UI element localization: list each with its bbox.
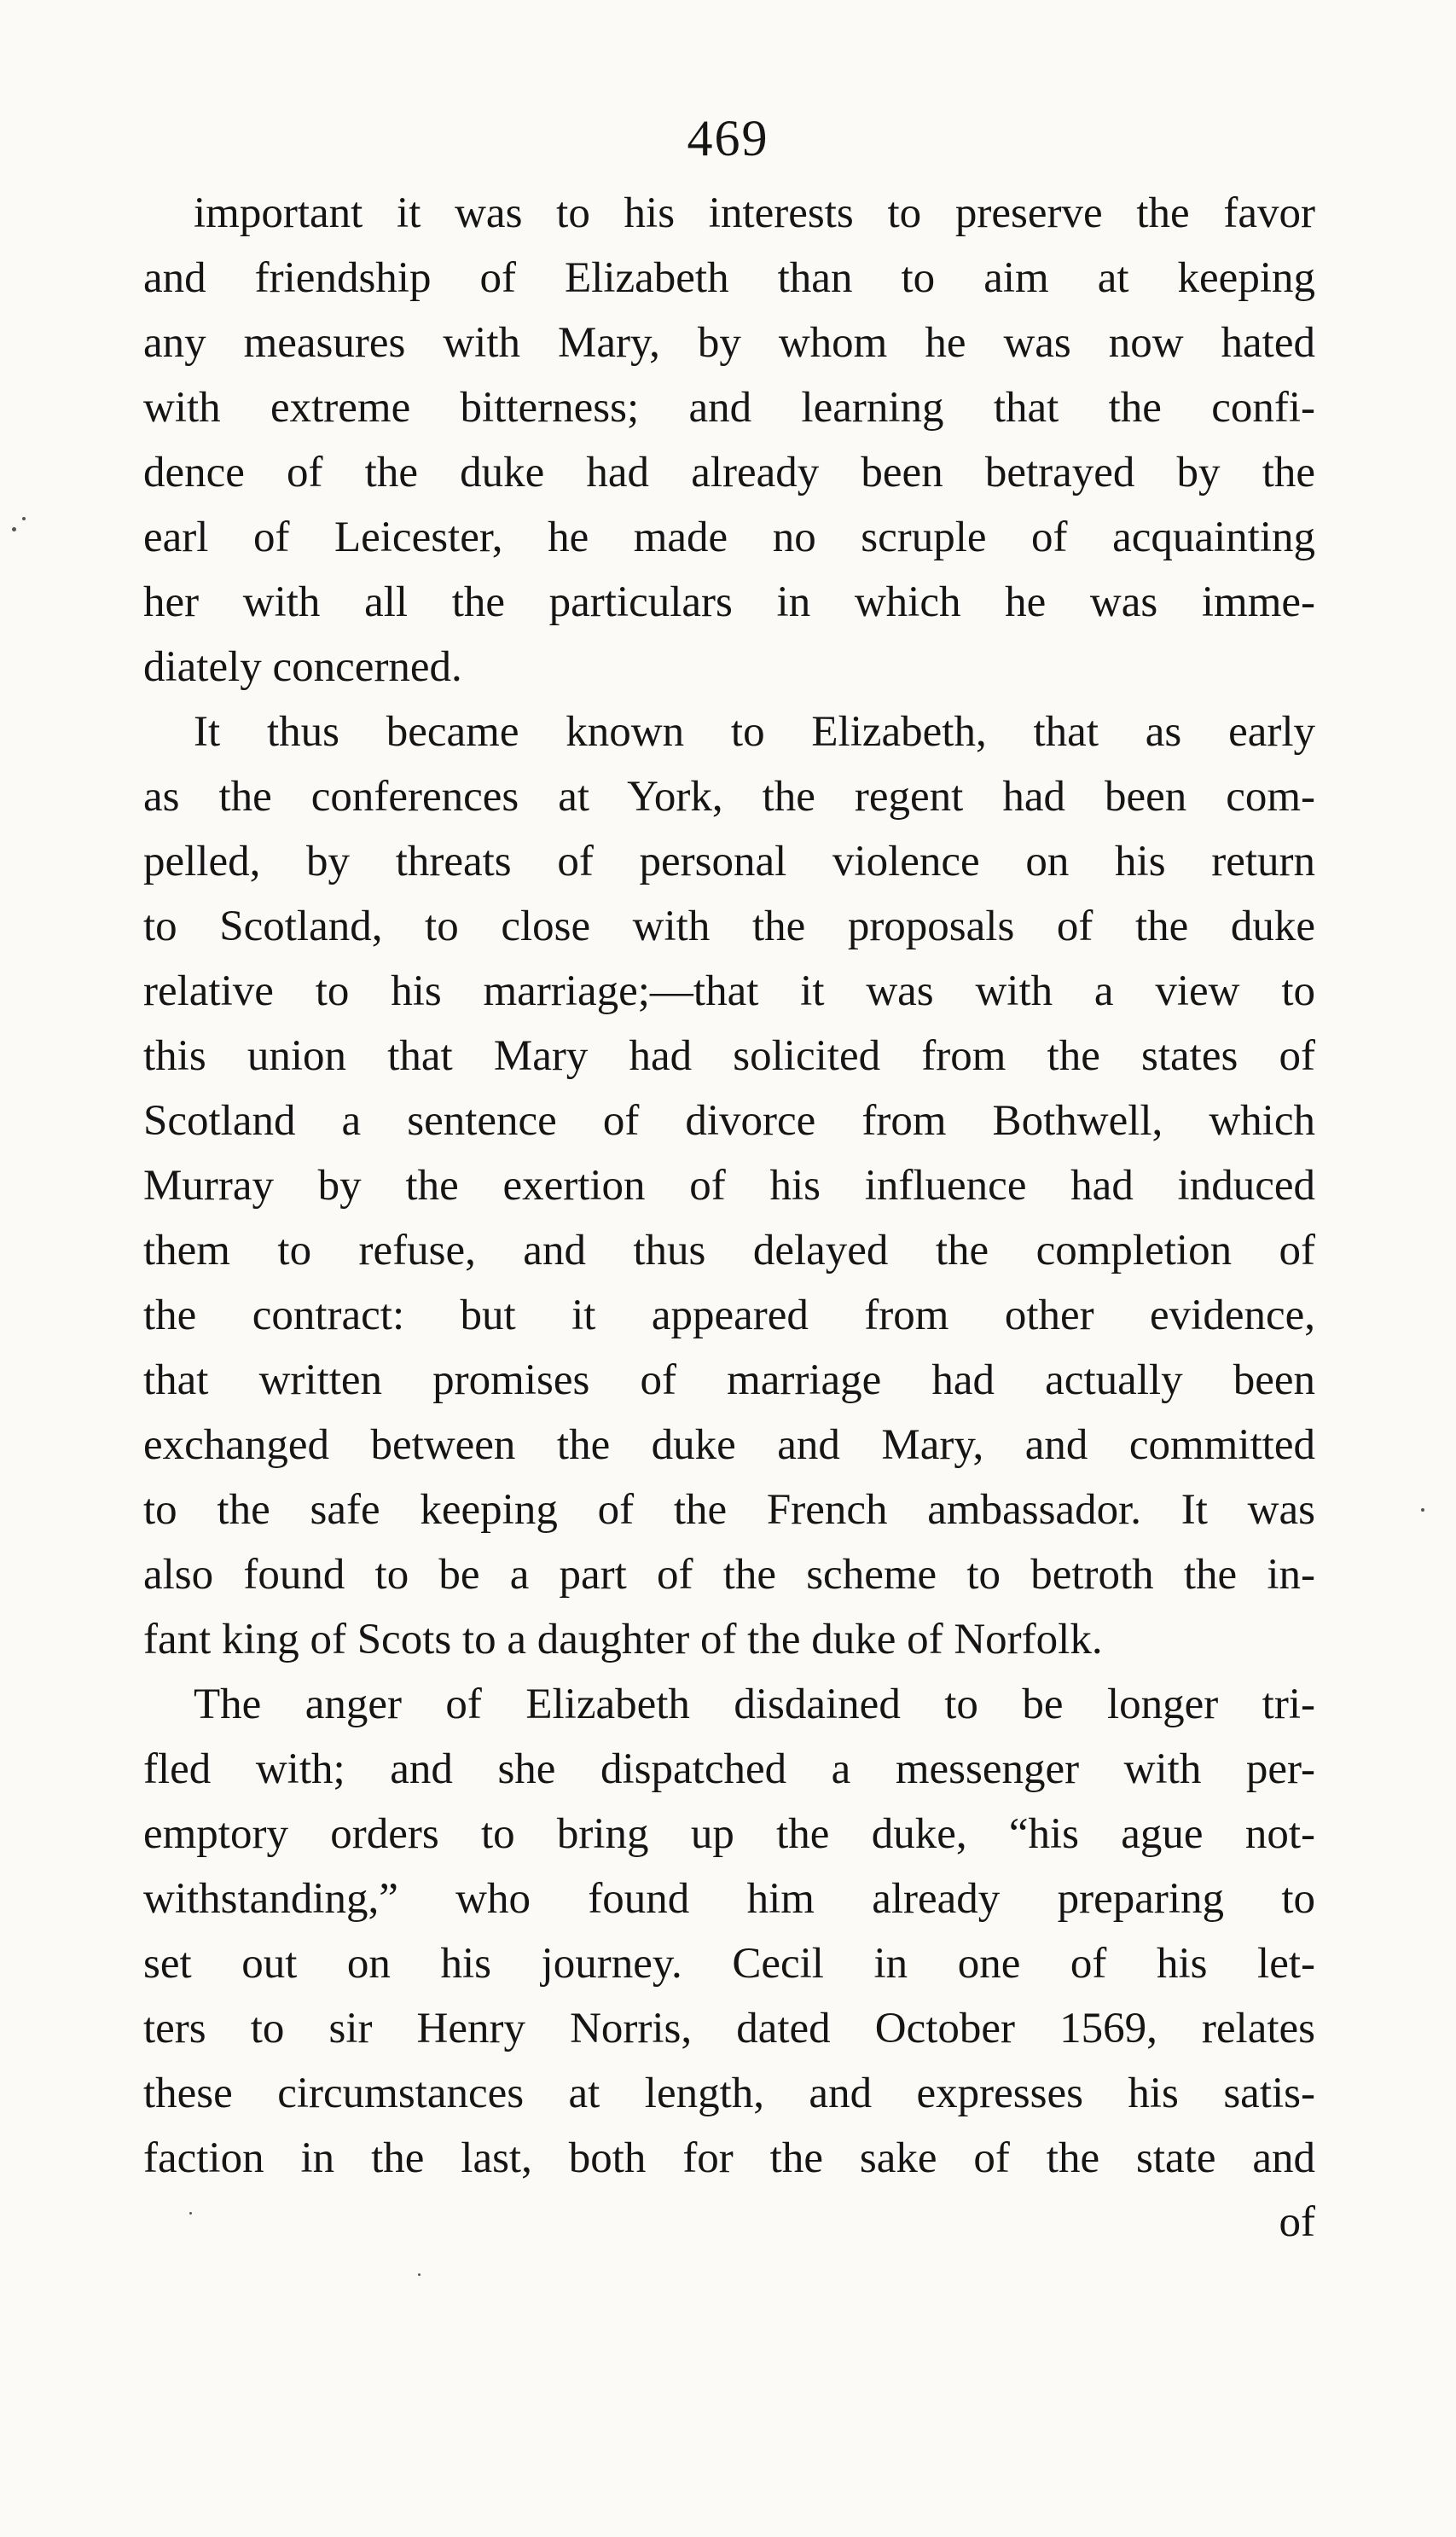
text-line: faction in the last, both for the sake of the state and xyxy=(143,2134,1315,2182)
text-line: Murray by the exertion of his influence had induced xyxy=(143,1162,1315,1210)
text-line: withstanding,” who found him already preparing to xyxy=(143,1875,1315,1923)
text-line: earl of Leicester, he made no scruple of acquainting xyxy=(143,514,1315,561)
ink-speck xyxy=(189,2212,192,2215)
text-line: this union that Mary had solicited from the states of xyxy=(143,1032,1315,1080)
text-line: with extreme bitterness; and learning that the confi- xyxy=(143,384,1315,432)
catchword: of xyxy=(1279,2198,1315,2246)
text-line: her with all the particulars in which he was imme- xyxy=(143,578,1315,626)
text-line: Scotland a sentence of divorce from Bothwell, which xyxy=(143,1097,1315,1145)
text-line: pelled, by threats of personal violence on his return xyxy=(143,838,1315,885)
text-line: to Scotland, to close with the proposals of the duke xyxy=(143,903,1315,950)
text-line: any measures with Mary, by whom he was now hated xyxy=(143,319,1315,367)
text-line: these circumstances at length, and expresses his satis- xyxy=(143,2070,1315,2117)
text-line: to the safe keeping of the French ambassador. It was xyxy=(143,1486,1315,1534)
ink-speck xyxy=(418,2273,421,2276)
page-number: 469 xyxy=(687,110,769,166)
text-line: ters to sir Henry Norris, dated October 1569, relates xyxy=(143,2005,1315,2052)
text-line: emptory orders to bring up the duke, “his ague not- xyxy=(143,1810,1315,1858)
ink-speck xyxy=(1421,1508,1424,1512)
text-line: that written promises of marriage had actually been xyxy=(143,1356,1315,1404)
text-line: relative to his marriage;—that it was with a view to xyxy=(143,967,1315,1015)
text-line: the contract: but it appeared from other evidence, xyxy=(143,1292,1315,1339)
text-line: exchanged between the duke and Mary, and committed xyxy=(143,1421,1315,1469)
text-line: also found to be a part of the scheme to betroth the in- xyxy=(143,1551,1315,1599)
text-line: dence of the duke had already been betrayed by the xyxy=(143,449,1315,496)
text-line: It thus became known to Elizabeth, that as early xyxy=(194,708,1315,756)
ink-speck xyxy=(12,527,16,531)
text-line: them to refuse, and thus delayed the completion of xyxy=(143,1227,1315,1274)
text-line: set out on his journey. Cecil in one of his let- xyxy=(143,1940,1315,1988)
text-line: as the conferences at York, the regent had been com- xyxy=(143,773,1315,821)
ink-speck xyxy=(22,517,26,520)
text-line: The anger of Elizabeth disdained to be longer tri- xyxy=(194,1681,1315,1728)
text-line: diately concerned. xyxy=(143,643,462,691)
text-line: fled with; and she dispatched a messenger with per- xyxy=(143,1745,1315,1793)
text-line: and friendship of Elizabeth than to aim at keeping xyxy=(143,254,1315,302)
text-line: important it was to his interests to preserve the favor xyxy=(194,189,1315,237)
text-line: fant king of Scots to a daughter of the duke of Norfolk. xyxy=(143,1616,1103,1663)
